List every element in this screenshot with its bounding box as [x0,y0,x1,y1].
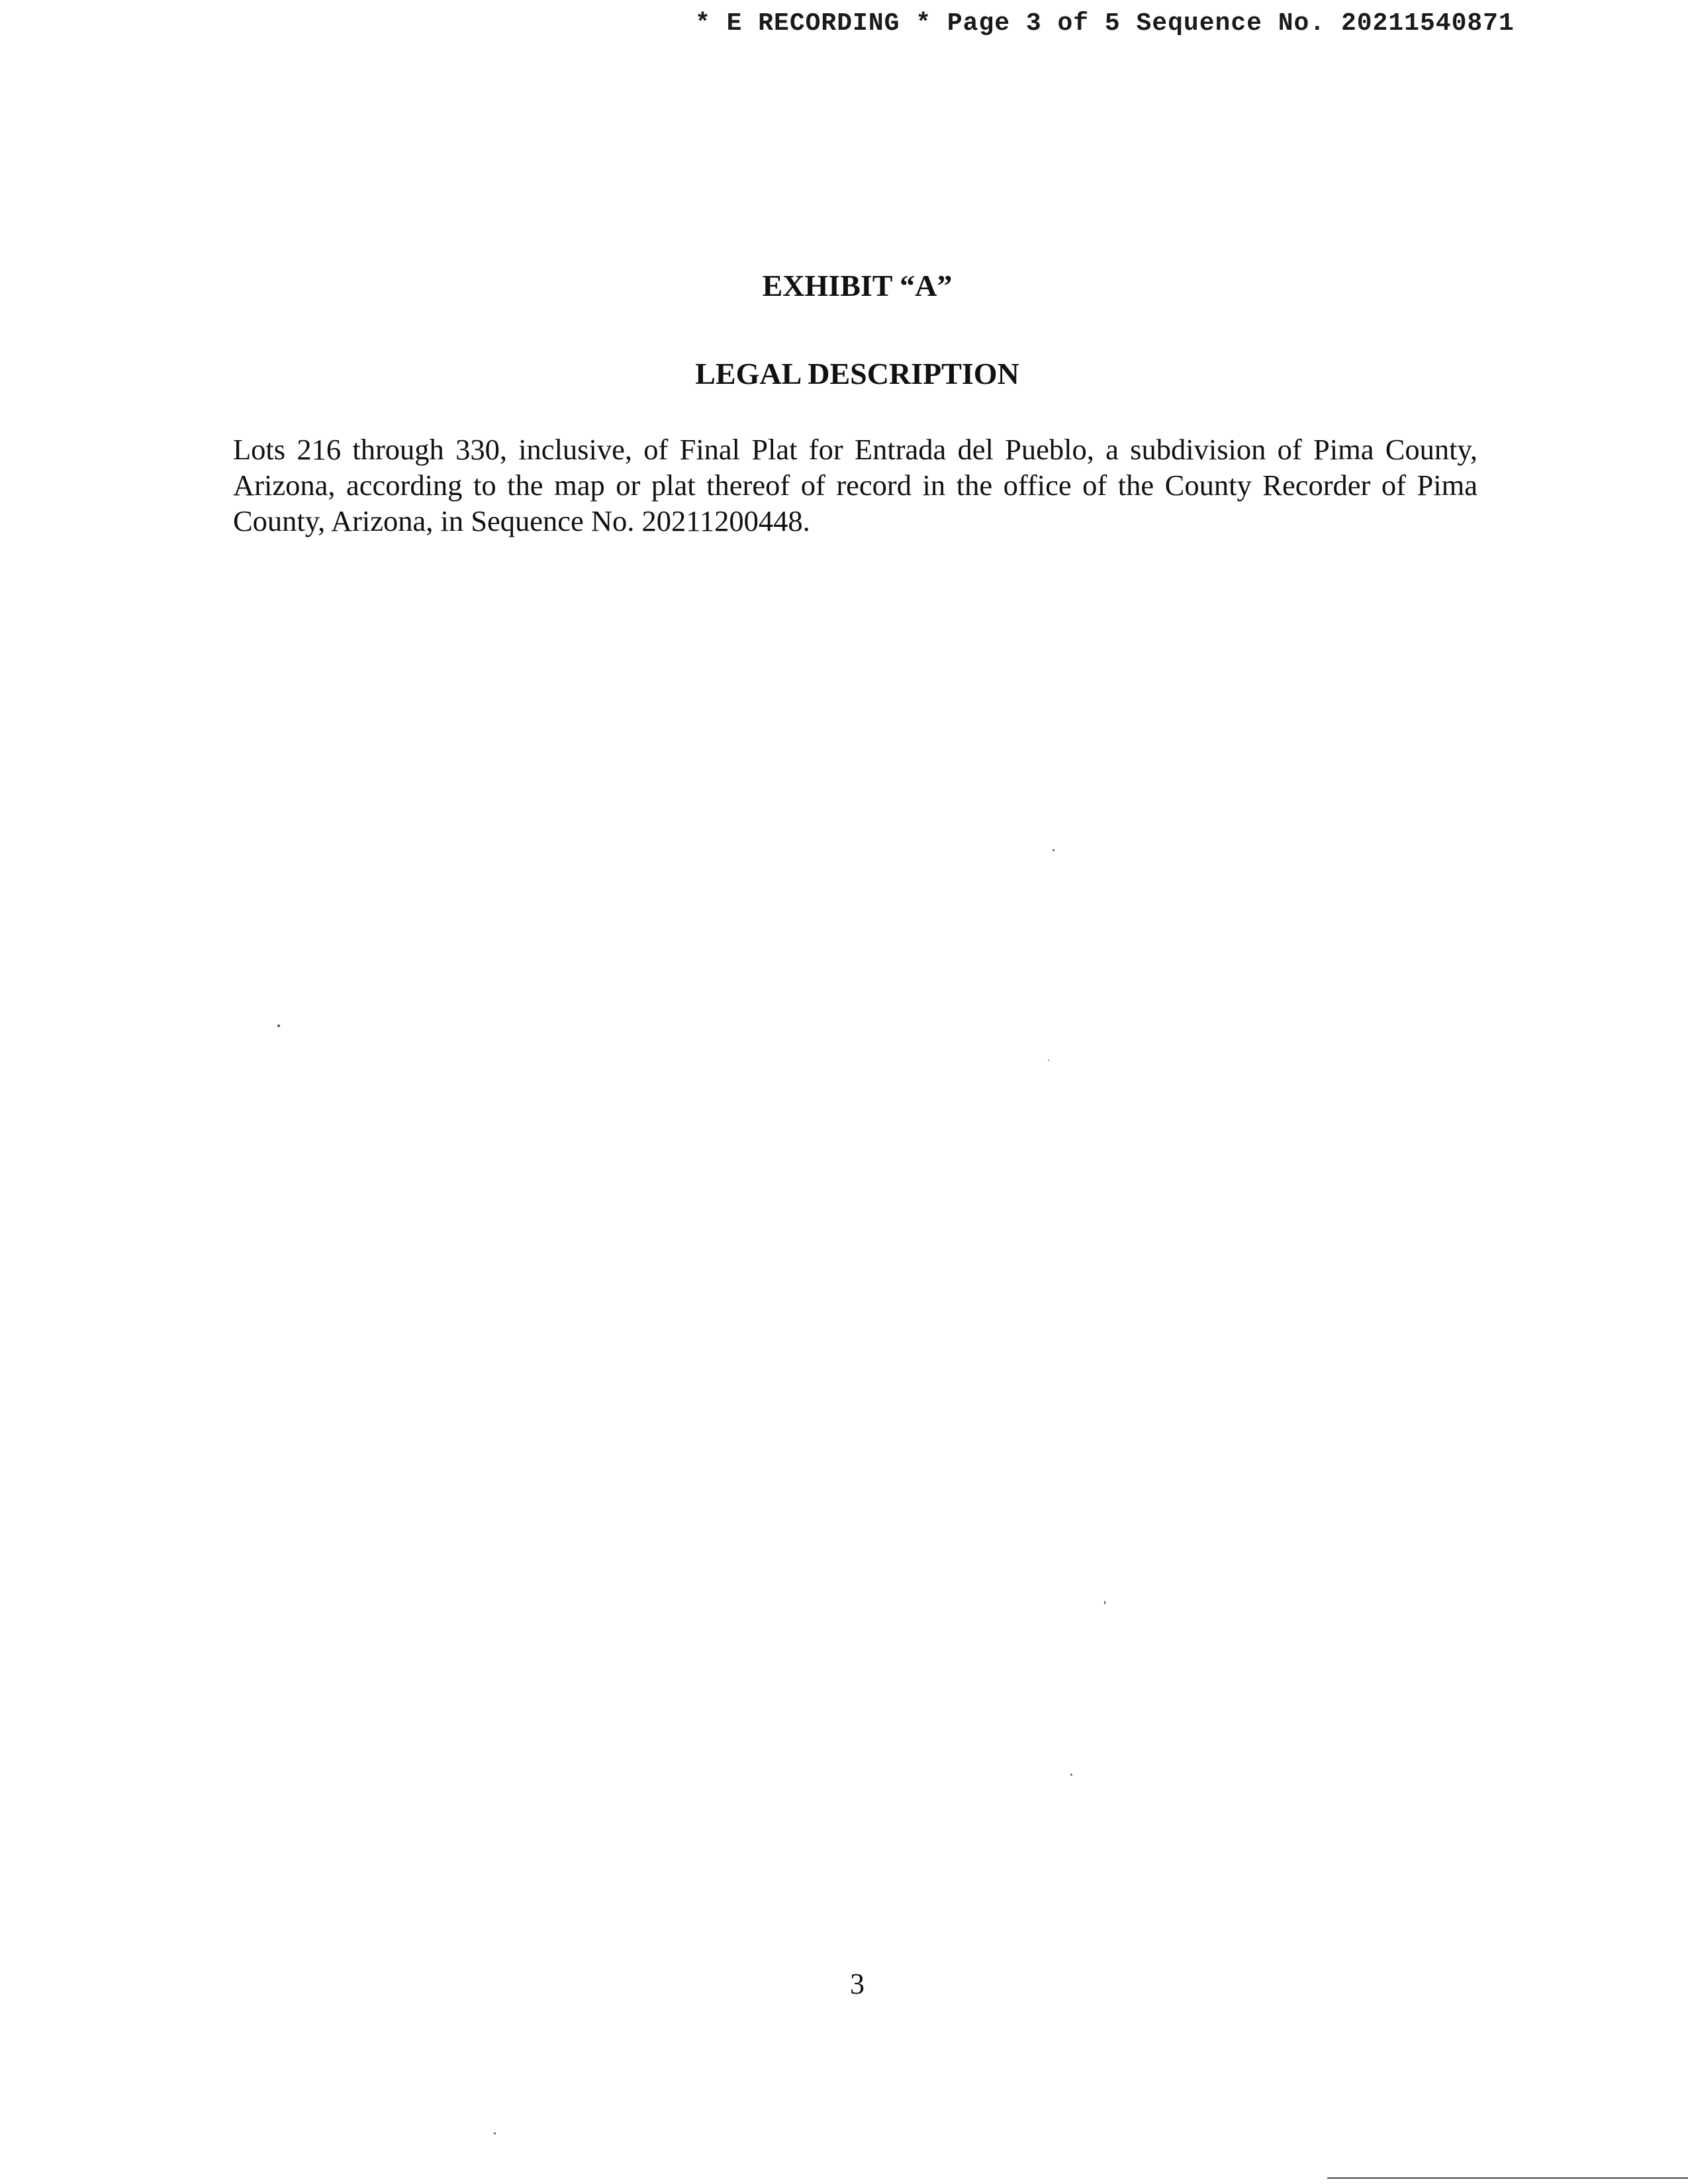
legal-description-text: Lots 216 through 330, inclusive, of Final Plat for Entrada del Pueblo, a subdivision of Pima County, Arizona, according to the map or plat thereof of record in the office of the County Recorder of Pima County, Arizona, in Sequence No. 20211200448. [233,433,1477,537]
scan-edge-line [1327,2177,1688,2179]
scan-speck [1070,1774,1072,1776]
recording-stamp: * E RECORDING * Page 3 of 5 Sequence No. 20211540871 [695,9,1515,38]
scan-speck [1053,849,1055,851]
scan-speck [494,2132,496,2134]
legal-description-heading: LEGAL DESCRIPTION [695,357,1019,390]
scan-speck [277,1024,280,1027]
scan-speck [1104,1601,1105,1604]
exhibit-title: EXHIBIT “A” [762,269,953,302]
scan-speck [1048,1060,1049,1061]
page-number: 3 [850,1968,865,2000]
